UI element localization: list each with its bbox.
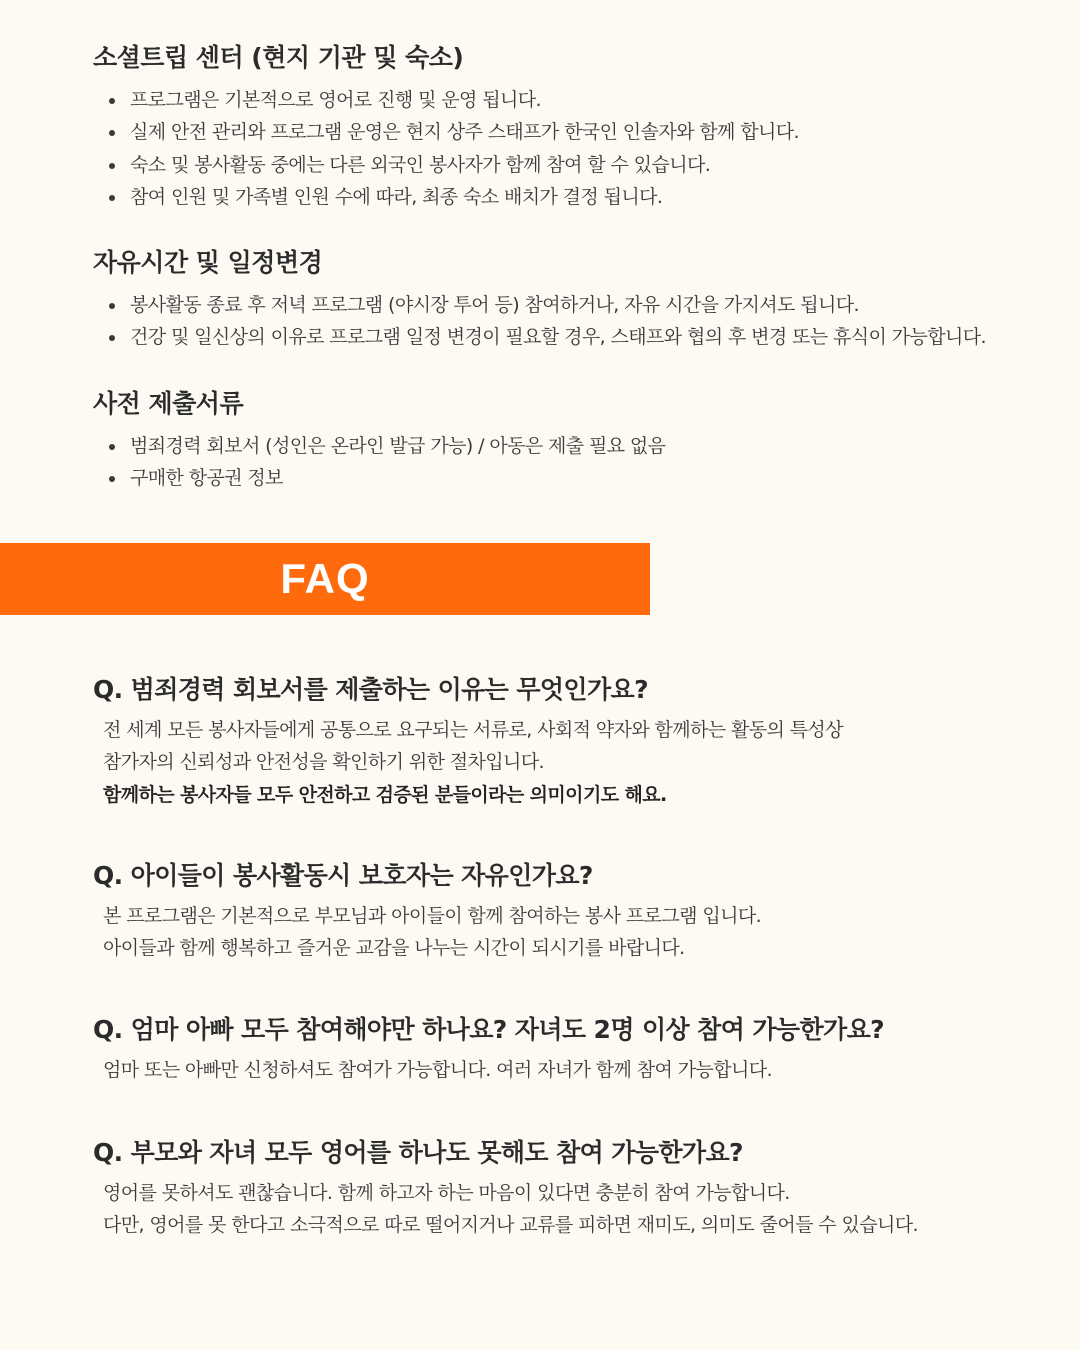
faq-answer-line: 영어를 못하셔도 괜찮습니다. 함께 하고자 하는 마음이 있다면 충분히 참여 가능합니다.	[103, 1182, 790, 1204]
bullet-item	[93, 321, 1040, 353]
bullet-item	[93, 181, 1040, 213]
section-social-trip-center	[93, 42, 1040, 213]
faq-answer-line: 전 세계 모든 봉사자들에게 공통으로 요구되는 서류로, 사회적 약자와 함께하는 활동의 특성상	[103, 719, 843, 741]
faq-question: Q. 아이들이 봉사활동시 보호자는 자유인가요?	[93, 861, 593, 890]
faq-answer-line: 다만, 영어를 못 한다고 소극적으로 따로 떨어지거나 교류를 피하면 재미도, 의미도 줄어들 수 있습니다.	[103, 1214, 918, 1237]
bullet-list	[93, 430, 1040, 495]
bullet-dot-icon	[109, 444, 115, 450]
bullet-dot-icon	[109, 98, 115, 104]
section-documents	[93, 388, 1040, 495]
bullet-dot-icon	[109, 335, 115, 341]
faq-answer-line: 본 프로그램은 기본적으로 부모님과 아이들이 함께 참여하는 봉사 프로그램 입니다.	[103, 905, 762, 927]
bullet-text: 봉사활동 종료 후 저녁 프로그램 (야시장 투어 등) 참여하거나, 자유 시간을 가지셔도 됩니다.	[130, 294, 859, 316]
bullet-text: 프로그램은 기본적으로 영어로 진행 및 운영 됩니다.	[130, 89, 541, 111]
faq-question: Q. 부모와 자녀 모두 영어를 하나도 못해도 참여 가능한가요?	[93, 1138, 743, 1167]
bullet-item	[93, 289, 1040, 321]
faq-answer-line: 참가자의 신뢰성과 안전성을 확인하기 위한 절차입니다.	[103, 751, 544, 774]
bullet-dot-icon	[109, 130, 115, 136]
bullet-list	[93, 289, 1040, 354]
section-title: 소셜트립 센터 (현지 기관 및 숙소)	[93, 43, 464, 72]
faq-answer-line: 엄마 또는 아빠만 신청하셔도 참여가 가능합니다. 여러 자녀가 함께 참여 가능합니다.	[103, 1059, 772, 1081]
bullet-dot-icon	[109, 476, 115, 482]
faq-item	[93, 1014, 1040, 1086]
bullet-item	[93, 84, 1040, 116]
bullet-item	[93, 116, 1040, 148]
section-free-time-schedule	[93, 247, 1040, 354]
faq-answer	[103, 900, 1040, 965]
bullet-text: 범죄경력 회보서 (성인은 온라인 발급 가능) / 아동은 제출 필요 없음	[130, 435, 666, 457]
section-title: 사전 제출서류	[93, 389, 244, 418]
bullet-text: 건강 및 일신상의 이유로 프로그램 일정 변경이 필요할 경우, 스태프와 협의 후 변경 또는 휴식이 가능합니다.	[130, 326, 986, 349]
bullet-dot-icon	[109, 163, 115, 169]
section-title: 자유시간 및 일정변경	[93, 248, 323, 277]
bullet-item	[93, 149, 1040, 181]
bullet-dot-icon	[109, 195, 115, 201]
bullet-text: 실제 안전 관리와 프로그램 운영은 현지 상주 스태프가 한국인 인솔자와 함께 합니다.	[130, 121, 799, 144]
faq-question: Q. 엄마 아빠 모두 참여해야만 하나요? 자녀도 2명 이상 참여 가능한가요?	[93, 1015, 885, 1044]
bullet-list	[93, 84, 1040, 213]
faq-answer-line: 아이들과 함께 행복하고 즐거운 교감을 나누는 시간이 되시기를 바랍니다.	[103, 937, 685, 960]
faq-answer	[103, 1177, 1040, 1242]
faq-answer	[103, 1054, 1040, 1086]
bullet-dot-icon	[109, 303, 115, 309]
faq-banner-label: FAQ	[280, 555, 370, 602]
faq-question: Q. 범죄경력 회보서를 제출하는 이유는 무엇인가요?	[93, 675, 648, 704]
faq-banner	[0, 543, 650, 615]
faq-answer	[103, 714, 1040, 811]
faq-item	[93, 860, 1040, 965]
bullet-item	[93, 462, 1040, 494]
bullet-text: 참여 인원 및 가족별 인원 수에 따라, 최종 숙소 배치가 결정 됩니다.	[130, 185, 663, 208]
faq-answer-emphasis: 함께하는 봉사자들 모두 안전하고 검증된 분들이라는 의미이기도 해요.	[103, 783, 667, 806]
bullet-text: 숙소 및 봉사활동 중에는 다른 외국인 봉사자가 함께 참여 할 수 있습니다.	[130, 153, 711, 176]
bullet-text: 구매한 항공권 정보	[130, 467, 283, 490]
faq-item	[93, 1137, 1040, 1242]
faq-item	[93, 674, 1040, 811]
bullet-item	[93, 430, 1040, 462]
